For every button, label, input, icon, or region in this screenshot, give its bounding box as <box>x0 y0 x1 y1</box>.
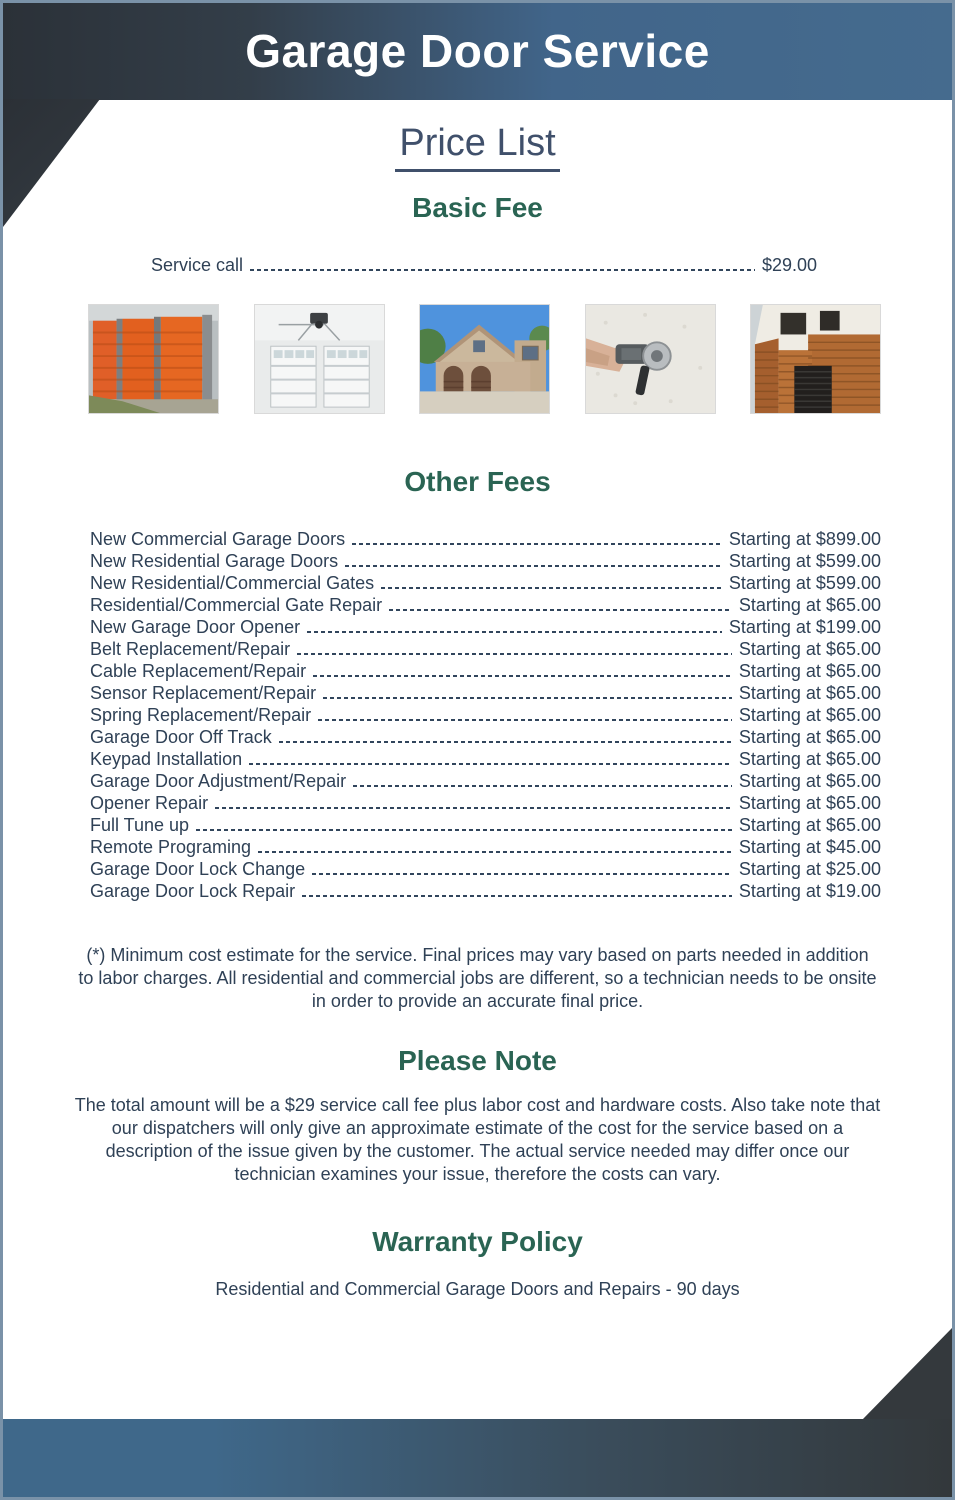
page-title: Garage Door Service <box>245 25 710 77</box>
fee-label: New Garage Door Opener <box>90 617 301 637</box>
basic-fee-heading: Basic Fee <box>412 192 543 223</box>
orange-storage-roll-up-doors-photo <box>88 304 219 414</box>
please-note-text: The total amount will be a $29 service call fee plus labor cost and hardware costs. Also take note that our dispatchers will only give an approximate estimate of the cost for the service based on a description of the issue given by the customer. The actual service needed may differ once our technician examines your issue, therefore the costs can vary. <box>74 1095 881 1184</box>
footer-band <box>3 1419 952 1497</box>
fee-label: Belt Replacement/Repair <box>90 639 291 659</box>
service-call-row <box>151 254 817 276</box>
fee-price: Starting at $45.00 <box>738 837 881 857</box>
fee-price: Starting at $899.00 <box>728 529 881 549</box>
fee-price: Starting at $25.00 <box>738 859 881 879</box>
fee-row <box>90 594 881 616</box>
fee-label: Cable Replacement/Repair <box>90 661 307 681</box>
fee-row <box>90 704 881 726</box>
fee-label: Sensor Replacement/Repair <box>90 683 317 703</box>
service-call-price: $29.00 <box>761 255 817 275</box>
fee-label: Garage Door Lock Change <box>90 859 306 879</box>
fee-price: Starting at $65.00 <box>738 815 881 835</box>
fee-row <box>90 616 881 638</box>
garage-interior-opener-photo <box>254 304 385 414</box>
fee-price: Starting at $65.00 <box>738 661 881 681</box>
technician-power-tool-wall-photo <box>585 304 716 414</box>
fee-row <box>90 528 881 550</box>
fee-price: Starting at $65.00 <box>738 771 881 791</box>
fee-label: New Residential Garage Doors <box>90 551 339 571</box>
fee-row <box>90 792 881 814</box>
fee-row <box>90 836 881 858</box>
fee-price: Starting at $599.00 <box>728 551 881 571</box>
fee-label: Garage Door Lock Repair <box>90 881 296 901</box>
fee-price: Starting at $65.00 <box>738 639 881 659</box>
fee-label: Garage Door Adjustment/Repair <box>90 771 347 791</box>
price-list-heading: Price List <box>395 122 559 172</box>
fee-price: Starting at $19.00 <box>738 881 881 901</box>
warranty-policy-text: Residential and Commercial Garage Doors and Repairs - 90 days <box>215 1279 740 1299</box>
fee-label: Keypad Installation <box>90 749 243 769</box>
fee-label: Remote Programing <box>90 837 252 857</box>
fee-price: Starting at $65.00 <box>738 749 881 769</box>
house-two-garage-doors-photo <box>419 304 550 414</box>
fee-price: Starting at $599.00 <box>728 573 881 593</box>
fee-row <box>90 660 881 682</box>
fee-price: Starting at $65.00 <box>738 595 881 615</box>
fee-label: Garage Door Off Track <box>90 727 272 747</box>
service-call-label: Service call <box>151 255 244 275</box>
fee-label: New Residential/Commercial Gates <box>90 573 375 593</box>
fee-row <box>90 748 881 770</box>
fee-row <box>90 550 881 572</box>
other-fees-heading: Other Fees <box>404 466 551 497</box>
fee-price: Starting at $65.00 <box>738 727 881 747</box>
wood-clad-building-roller-door-photo <box>750 304 881 414</box>
fee-label: Full Tune up <box>90 815 190 835</box>
fee-label: Opener Repair <box>90 793 209 813</box>
fee-price: Starting at $199.00 <box>728 617 881 637</box>
price-list-heading-wrap <box>3 122 952 172</box>
fee-label: New Commercial Garage Doors <box>90 529 346 549</box>
flyer-content <box>3 100 952 1301</box>
fee-label: Spring Replacement/Repair <box>90 705 312 725</box>
other-fees-list <box>90 528 881 902</box>
please-note-heading: Please Note <box>398 1045 557 1076</box>
warranty-policy-heading: Warranty Policy <box>372 1226 583 1257</box>
photo-strip <box>88 304 881 414</box>
fee-row <box>90 572 881 594</box>
fee-row <box>90 880 881 902</box>
fee-price: Starting at $65.00 <box>738 793 881 813</box>
header-band <box>3 3 952 100</box>
fee-row <box>90 726 881 748</box>
fee-row <box>90 638 881 660</box>
fee-row <box>90 770 881 792</box>
fee-row <box>90 858 881 880</box>
fee-row <box>90 814 881 836</box>
disclaimer-text: (*) Minimum cost estimate for the service. Final prices may vary based on parts needed in addition to labor charges. All residential and commercial jobs are different, so a technician needs to be onsite in order to provide an accurate final price. <box>78 945 877 1011</box>
fee-price: Starting at $65.00 <box>738 683 881 703</box>
fee-row <box>90 682 881 704</box>
fee-price: Starting at $65.00 <box>738 705 881 725</box>
fee-label: Residential/Commercial Gate Repair <box>90 595 383 615</box>
bottom-right-corner-accent <box>862 1328 952 1420</box>
